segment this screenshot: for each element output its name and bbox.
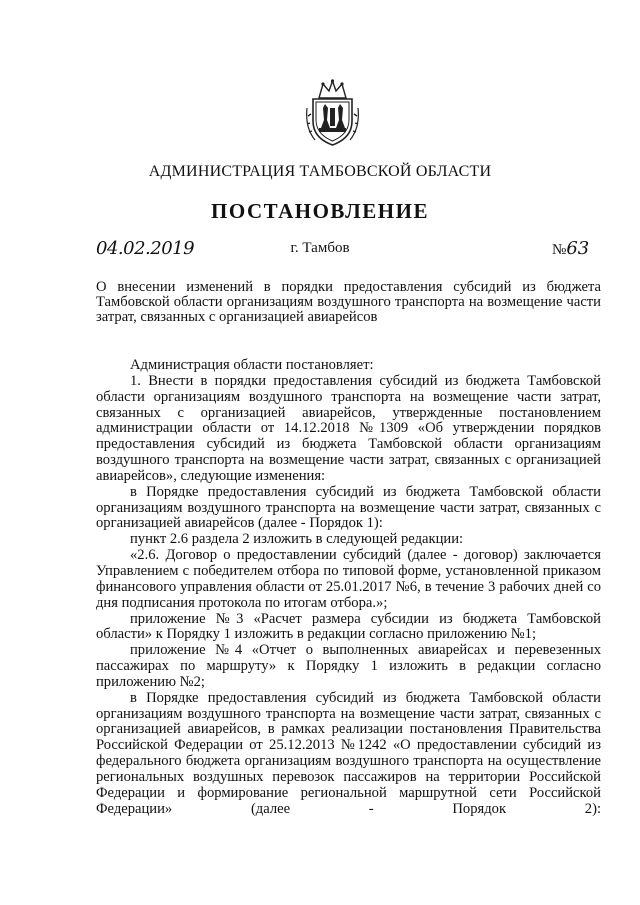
paragraph: в Порядке предоставления субсидий из бюджета Тамбовской области организациям воздушного транспорта на возмещение части затрат, связанных с организацией авиарейсов (далее - Порядок 1): [96,483,601,532]
number-sign: № [552,242,567,258]
paragraph: в Порядке предоставления субсидий из бюджета Тамбовской области организациям воздушного транспорта на возмещение части затрат, связанных с организацией авиарейсов, в рамках реализации постановления Правительства Российской Федерации от 25.12.2013 №1242 «О предоставлении субсидий из федерального бюджета организациям воздушного транспорта на осуществление региональных воздушных перевозок пассажиров на территории Российской Федерации и формирование региональной маршрутной сети Российской Федерации» (далее - Порядок 2): [96,689,601,817]
document-date: 04.02.2019 [96,238,195,259]
number-value: 63 [566,238,590,259]
document-city: г. Тамбов [290,240,350,256]
paragraph: 1. Внести в порядки предоставления субсидий из бюджета Тамбовской области организациям воздушного транспорта на возмещение части затрат, связанных с организацией авиарейсов, утвержденные постановлением администрации области от 14.12.2018 №1309 «Об утверждении порядков предоставления субсидий из бюджета Тамбовской области организациям воздушного транспорта на возмещение части затрат, связанных с организацией авиарейсов», следующие изменения: [96,372,601,484]
paragraph: приложение №4 «Отчет о выполненных авиарейсах и перевезенных пассажирах по маршруту» к Порядку 1 изложить в редакции согласно приложению №2; [96,642,601,690]
organization-title: АДМИНИСТРАЦИЯ ТАМБОВСКОЙ ОБЛАСТИ [148,163,492,180]
paragraph: приложение №3 «Расчет размера субсидии из бюджета Тамбовской области» к Порядку 1 изложить в редакции согласно приложению №1; [96,610,601,643]
document-body [96,358,601,817]
tambov-coat-of-arms-icon [305,78,360,148]
paragraph: «2.6. Договор о предоставлении субсидий (далее - договор) заключается Управлением с победителем отбора по типовой форме, установленной приказом финансового управления области от 25.01.2017 №6, в течение 3 рабочих дней со дня подписания протокола по итогам отбора.»; [96,547,601,611]
document-number [552,238,589,259]
paragraph: Администрация области постановляет: [130,357,374,373]
paragraph: пункт 2.6 раздела 2 изложить в следующей редакции: [130,531,464,548]
document-type-title: ПОСТАНОВЛЕНИЕ [211,199,429,223]
document-subject: О внесении изменений в порядки предоставления субсидий из бюджета Тамбовской области организациям воздушного транспорта на возмещение части затрат, связанных с организацией авиарейсов [96,279,601,325]
